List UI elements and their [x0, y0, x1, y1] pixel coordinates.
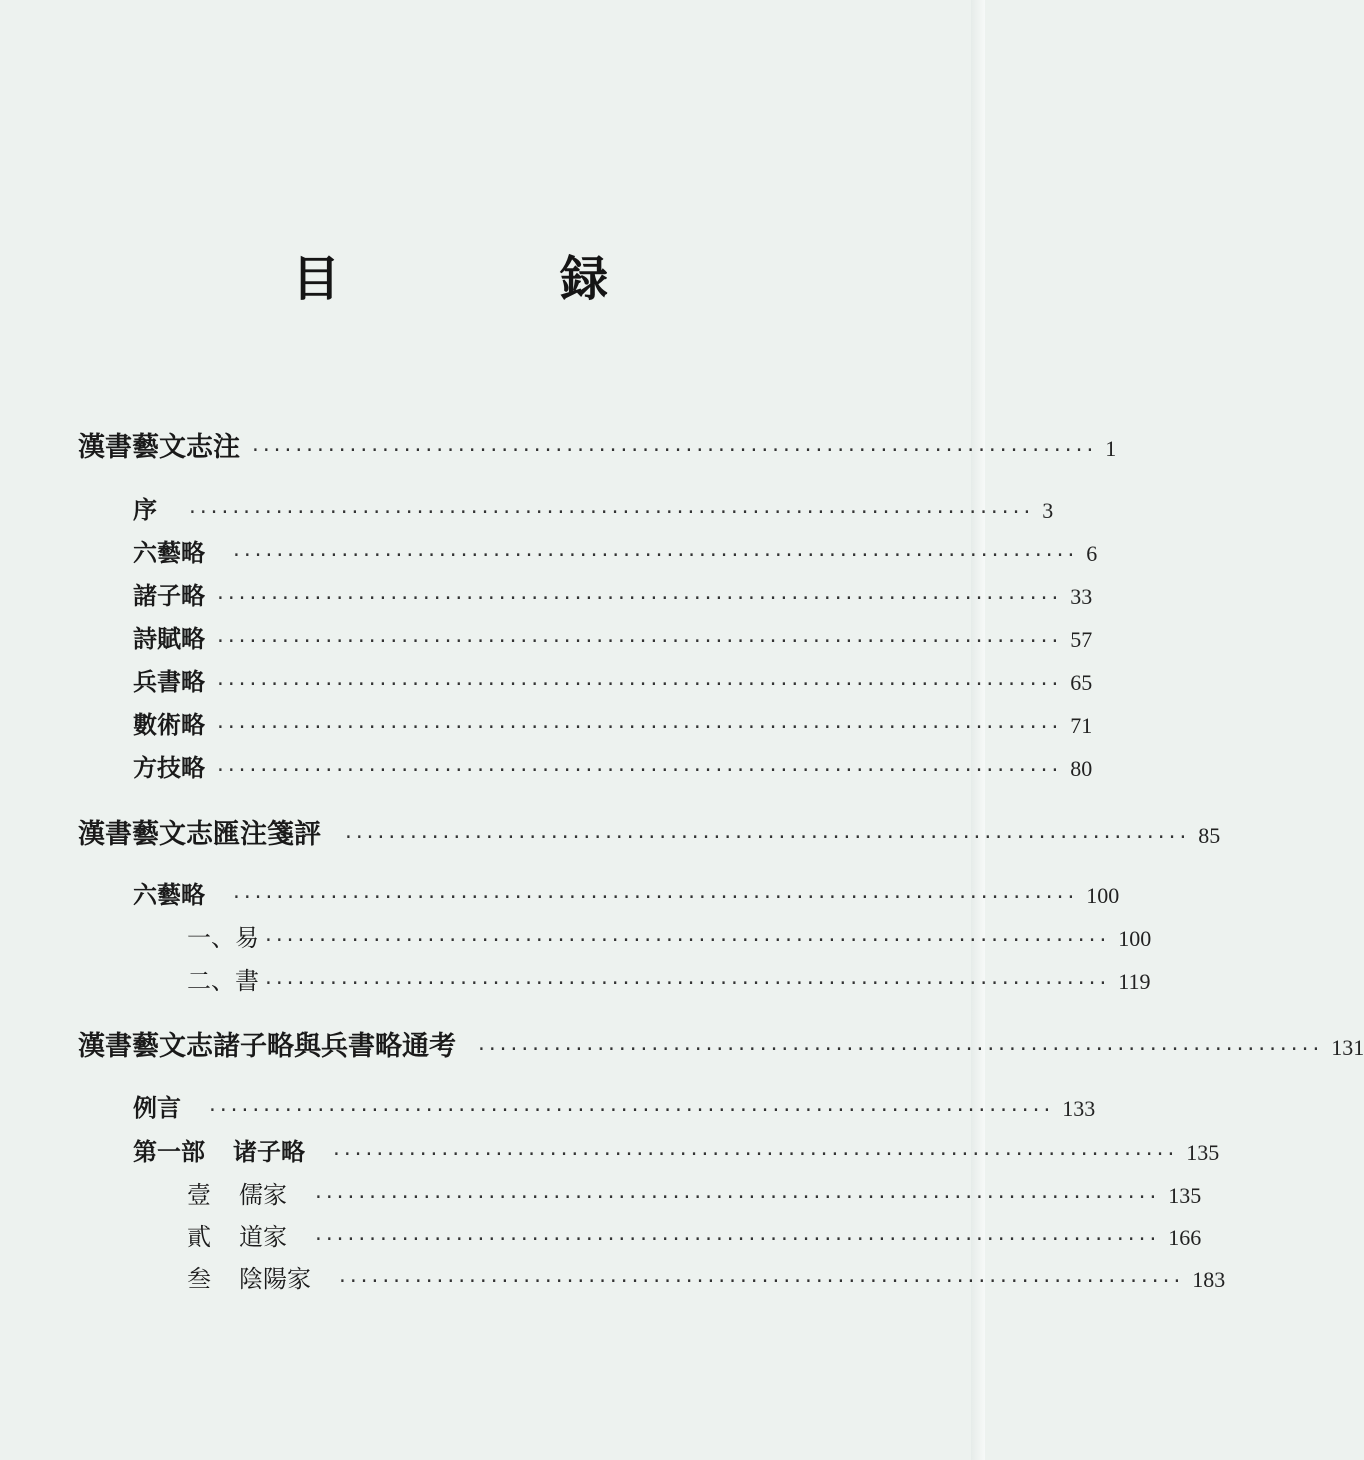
toc-entry[interactable] [187, 1175, 1202, 1210]
toc-entry-label: 詩賦略 [133, 624, 205, 653]
toc-entry[interactable] [133, 1132, 1220, 1167]
toc-entry-sublabel: 诸子略 [233, 1137, 305, 1166]
toc-entry-label: 兵書略 [133, 667, 205, 696]
toc-leader-dots: ·············································································· [215, 760, 1061, 781]
toc-page-number: 131 [1331, 1035, 1364, 1060]
toc-entry[interactable] [133, 662, 1093, 697]
toc-entry[interactable] [133, 490, 1054, 525]
toc-entry[interactable] [187, 918, 1152, 953]
toc-entry-label: 第一部 [133, 1137, 205, 1166]
toc-entry-sublabel: 陰陽家 [239, 1265, 311, 1293]
toc-page-number: 183 [1192, 1267, 1226, 1292]
toc-leader-dots: ·············································································· [313, 1187, 1159, 1208]
toc-entry-sublabel: 儒家 [239, 1181, 287, 1209]
toc-leader-dots: ·············································································· [250, 440, 1096, 461]
toc-page-number: 100 [1086, 883, 1120, 908]
toc-leader-dots: ·············································································· [215, 717, 1061, 738]
toc-entry-label: 一、易 [187, 924, 259, 952]
toc-entry-label: 諸子略 [133, 581, 205, 610]
toc-entry-label: 漢書藝文志匯注箋評 [78, 819, 321, 850]
toc-leader-dots: ·············································································· [263, 973, 1109, 994]
toc-entry[interactable] [133, 576, 1093, 611]
toc-leader-dots: ·············································································· [337, 1271, 1183, 1292]
toc-entry-label: 方技略 [133, 753, 205, 782]
toc-leader-dots: ·············································································· [187, 502, 1033, 523]
toc-entry[interactable] [187, 1259, 1226, 1294]
toc-entry[interactable] [187, 1217, 1202, 1252]
toc-leader-dots: ·············································································· [231, 545, 1077, 566]
toc-entry[interactable] [78, 812, 1221, 851]
toc-entry[interactable] [133, 705, 1093, 740]
toc-entry-label: 漢書藝文志注 [78, 432, 240, 463]
toc-page-number: 33 [1070, 584, 1093, 609]
toc-page-number: 1 [1105, 436, 1117, 461]
toc-leader-dots: ·············································································· [215, 631, 1061, 652]
toc-entry[interactable] [133, 875, 1120, 910]
toc-entry-label: 六藝略 [133, 880, 205, 909]
toc-entry-sublabel: 道家 [239, 1223, 287, 1251]
toc-entry-label: 六藝略 [133, 538, 205, 567]
toc-page-number: 135 [1168, 1183, 1202, 1208]
toc-leader-dots: ·············································································· [207, 1100, 1053, 1121]
toc-entry[interactable] [133, 748, 1093, 783]
toc-entry[interactable] [187, 961, 1151, 996]
toc-leader-dots: ·············································································· [231, 887, 1077, 908]
toc-page-number: 133 [1062, 1096, 1096, 1121]
toc-leader-dots: ·············································································· [343, 827, 1189, 848]
page-title: 目 録 [291, 251, 694, 307]
toc-page-number: 71 [1070, 713, 1093, 738]
toc-entry-label: 叁 [187, 1265, 211, 1293]
toc-page-number: 100 [1118, 926, 1152, 951]
toc-page-number: 57 [1070, 627, 1093, 652]
toc-leader-dots: ·············································································· [215, 674, 1061, 695]
toc-entry-label: 貳 [187, 1223, 211, 1251]
toc-entry-label: 二、書 [187, 967, 259, 995]
toc-leader-dots: ·············································································· [313, 1229, 1159, 1250]
toc-page-number: 119 [1118, 969, 1151, 994]
toc-entry-label: 數術略 [133, 710, 205, 739]
toc-entry[interactable] [133, 1088, 1096, 1123]
toc-leader-dots: ·············································································· [215, 588, 1061, 609]
toc-leader-dots: ·············································································· [331, 1144, 1177, 1165]
toc-entry-label: 例言 [133, 1093, 181, 1122]
toc-entry-label: 漢書藝文志諸子略與兵書略通考 [78, 1031, 456, 1062]
toc-entry[interactable] [133, 533, 1098, 568]
toc-page-number: 166 [1168, 1225, 1202, 1250]
toc-leader-dots: ·············································································· [263, 930, 1109, 951]
toc-entry-label: 壹 [187, 1181, 211, 1209]
toc-page-number: 135 [1186, 1140, 1220, 1165]
toc-page-number: 65 [1070, 670, 1093, 695]
toc-leader-dots: ·············································································· [476, 1039, 1322, 1060]
toc-page-number: 85 [1198, 823, 1221, 848]
toc-page-number: 6 [1086, 541, 1098, 566]
toc-page-number: 3 [1042, 498, 1054, 523]
toc-entry[interactable] [78, 1024, 1364, 1063]
toc-entry[interactable] [133, 619, 1093, 654]
toc-page-number: 80 [1070, 756, 1093, 781]
toc-entry-label: 序 [133, 495, 157, 524]
toc-entry[interactable] [78, 425, 1117, 464]
